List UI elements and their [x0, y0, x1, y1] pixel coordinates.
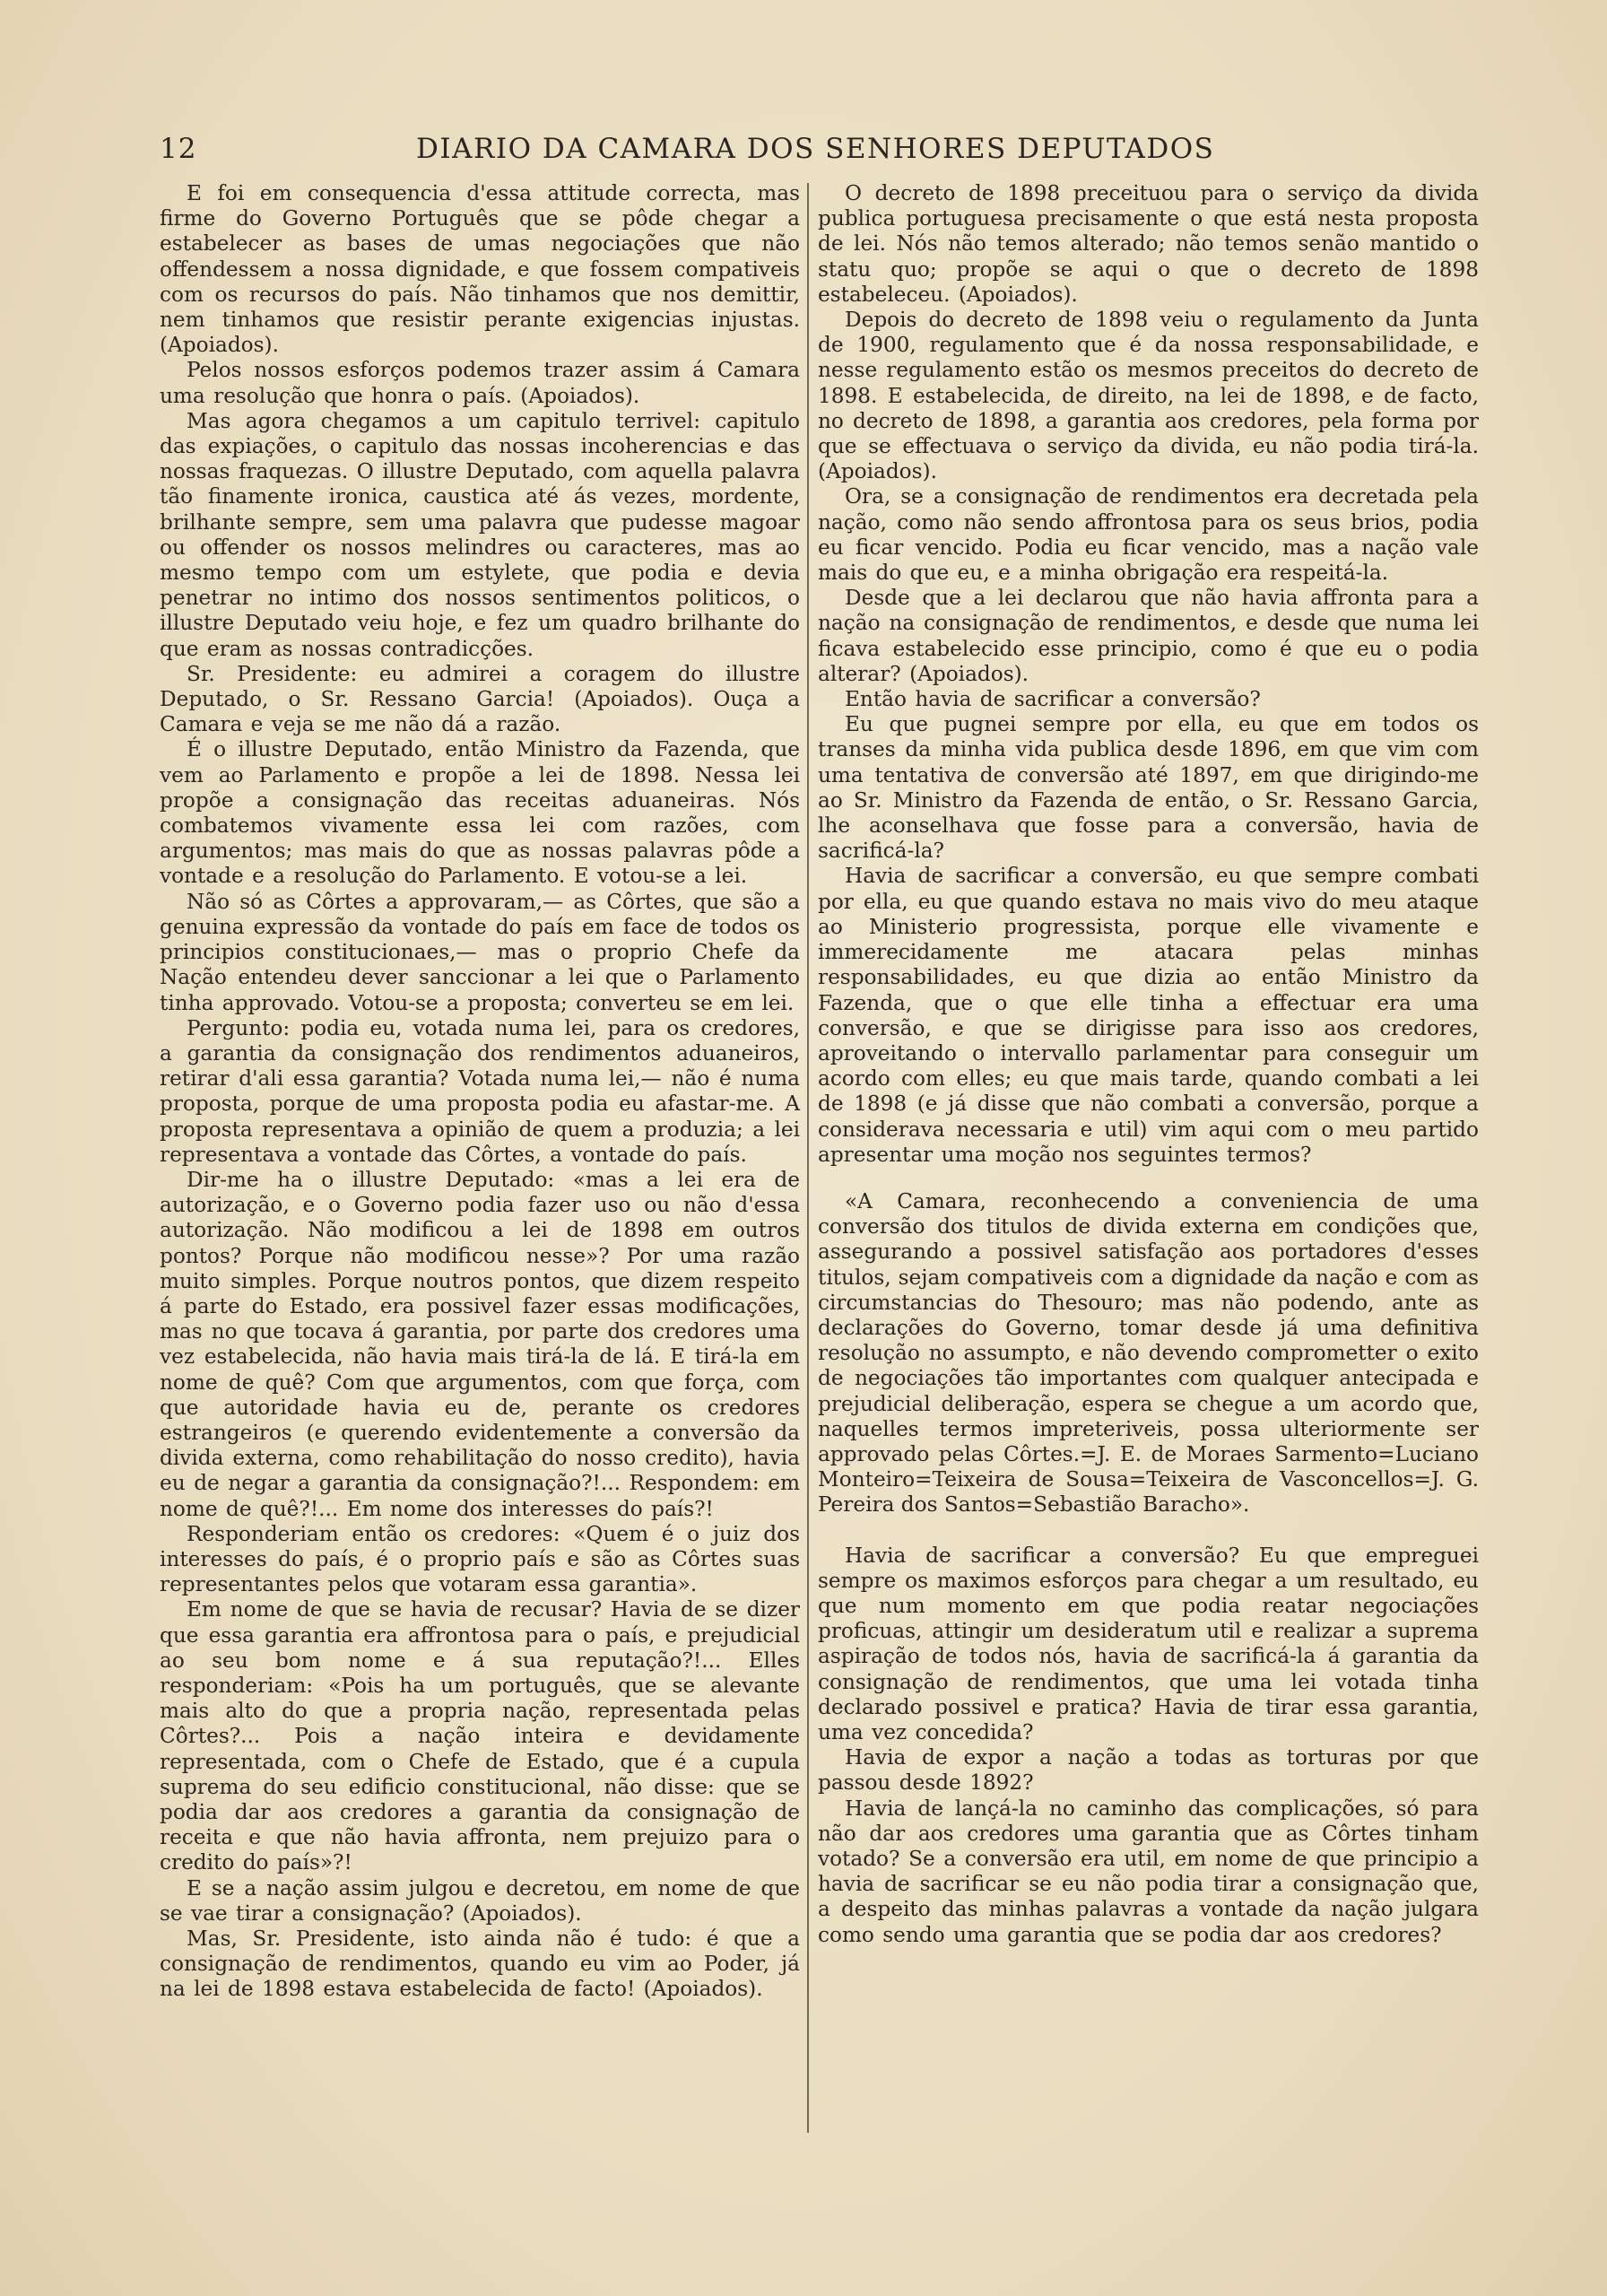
paragraph: Havia de sacrificar a conversão? Eu que empreguei sempre os maximos esforços para chegar a um resultado, eu que num momento em que podia reatar negociações proficuas, attingir um desideratum util e realizar a suprema aspiração de todos nós, havia de sacrificá-la á garantia da consignação de rendimentos, que uma lei votada tinha declarado possivel e pratica? Havia de tirar essa garantia, uma vez concedida?	[818, 1543, 1479, 1744]
paragraph: E foi em consequencia d'essa attitude correcta, mas firme do Governo Português que se pôde chegar a estabelecer as bases de umas negociações que não offendessem a nossa dignidade, e que fossem compativeis com os recursos do país. Não tinhamos que nos demittir, nem tinhamos que resistir perante exigencias injustas. (Apoiados).	[160, 181, 800, 358]
paragraph: Não só as Côrtes a approvaram,— as Côrtes, que são a genuina expressão da vontade do país em face de todos os principios constitucionaes,— mas o proprio Chefe da Nação entendeu dever sanccionar a lei que o Parlamento tinha approvado. Votou-se a proposta; converteu se em lei.	[160, 889, 800, 1015]
paragraph: Depois do decreto de 1898 veiu o regulamento da Junta de 1900, regulamento que é da nossa responsabilidade, e nesse regulamento estão os mesmos preceitos do decreto de 1898. E estabelecida, de direito, na lei de 1898, e de facto, no decreto de 1898, a garantia aos credores, pela forma por que se effectuava o serviço da divida, eu não podia tirá-la. (Apoiados).	[818, 308, 1479, 484]
page-header	[160, 133, 1215, 176]
page-number: 12	[160, 133, 197, 165]
paragraph: Desde que a lei declarou que não havia affronta para a nação na consignação de rendimentos, e desde que numa lei ficava estabelecido esse principio, como é que eu o podia alterar? (Apoiados).	[818, 586, 1479, 686]
left-column	[160, 181, 800, 2003]
paragraph: O decreto de 1898 preceituou para o serviço da divida publica portuguesa precisamente o que está nesta proposta de lei. Nós não temos alterado; não temos senão mantido o statu quo; propõe se aqui o que o decreto de 1898 estabeleceu. (Apoiados).	[818, 181, 1479, 307]
paragraph: Então havia de sacrificar a conversão?	[845, 687, 1261, 712]
paragraph: Mas, Sr. Presidente, isto ainda não é tudo: é que a consignação de rendimentos, quando eu vim ao Poder, já na lei de 1898 estava estabelecida de facto! (Apoiados).	[160, 1926, 800, 2002]
paragraph: Mas agora chegamos a um capitulo terrivel: capitulo das expiações, o capitulo das nossas incoherencias e das nossas fraquezas. O illustre Deputado, com aquella palavra tão finamente ironica, caustica até ás vezes, mordente, brilhante sempre, sem uma palavra que pudesse magoar ou offender os nossos melindres ou caracteres, mas ao mesmo tempo com um estylete, que podia e devia penetrar no intimo dos nossos sentimentos politicos, o illustre Deputado veiu hoje, e fez um quadro brilhante do que eram as nossas contradicções.	[160, 408, 800, 661]
paragraph: Responderiam então os credores: «Quem é o juiz dos interesses do país, é o proprio país e são as Côrtes suas representantes pelos que votaram essa garantia».	[160, 1521, 800, 1597]
paragraph: Pelos nossos esforços podemos trazer assim á Camara uma resolução que honra o país. (Apoiados).	[160, 358, 800, 408]
paragraph: Em nome de que se havia de recusar? Havia de se dizer que essa garantia era affrontosa para o país, e prejudicial ao seu bom nome e á sua reputação?!... Elles responderiam: «Pois ha um português, que se alevante mais alto do que a propria nação, representada pelas Côrtes?... Pois a nação inteira e devidamente representada, com o Chefe de Estado, que é a cupula suprema do seu edificio constitucional, não disse: que se podia dar aos credores a garantia da consignação de receita e que não havia affronta, nem prejuizo para o credito do país»?!	[160, 1597, 800, 1875]
paragraph: Havia de sacrificar a conversão, eu que sempre combati por ella, eu que quando estava no mais vivo do meu ataque ao Ministerio progressista, porque elle vivamente e immerecidamente me atacara pelas minhas responsabilidades, eu que dizia ao então Ministro da Fazenda, que o que elle tinha a effectuar era uma conversão, e que se dirigisse para isso aos credores, aproveitando o intervallo parlamentar para conseguir um acordo com elles; eu que mais tarde, quando combati a lei de 1898 (e já disse que não combati a conversão, porque a considerava necessaria e util) vim aqui com o meu partido apresentar uma moção nos seguintes termos?	[818, 864, 1479, 1167]
motion-quote: «A Camara, reconhecendo a conveniencia de uma conversão dos titulos de divida externa em condições que, assegurando a possivel satisfação aos portadores d'esses titulos, sejam compativeis com a dignidade da nação e com as circumstancias do Thesouro; mas não podendo, ante as declarações do Governo, tomar desde já uma definitiva resolução no assumpto, e não devendo comprometter o exito de negociações tão importantes com qualquer antecipada e prejudicial deliberação, espera se chegue a um acordo que, naquelles termos impreteriveis, possa ulteriormente ser approvado pelas Côrtes.=J. E. de Moraes Sarmento=Luciano Monteiro=Teixeira de Sousa=Teixeira de Vasconcellos=J. G. Pereira dos Santos=Sebastião Baracho».	[818, 1188, 1479, 1518]
journal-title: DIARIO DA CAMARA DOS SENHORES DEPUTADOS	[416, 133, 1215, 165]
paragraph: É o illustre Deputado, então Ministro da Fazenda, que vem ao Parlamento e propõe a lei de 1898. Nessa lei propõe a consignação das receitas aduaneiras. Nós combatemos vivamente essa lei com razões, com argumentos; mas mais do que as nossas palavras pôde a vontade e a resolução do Parlamento. E votou-se a lei.	[160, 737, 800, 889]
paragraph: Havia de expor a nação a todas as torturas por que passou desde 1892?	[818, 1745, 1479, 1796]
paragraph: Eu que pugnei sempre por ella, eu que em todos os transes da minha vida publica desde 1896, em que vim com uma tentativa de conversão até 1897, em que dirigindo-me ao Sr. Ministro da Fazenda de então, o Sr. Ressano Garcia, lhe aconselhava que fosse para a conversão, havia de sacrificá-la?	[818, 712, 1479, 864]
paragraph: E se a nação assim julgou e decretou, em nome de que se vae tirar a consignação? (Apoiados).	[160, 1875, 800, 1926]
paragraph: Sr. Presidente: eu admirei a coragem do illustre Deputado, o Sr. Ressano Garcia! (Apoiados). Ouça a Camara e veja se me não dá a razão.	[160, 661, 800, 737]
paragraph: Ora, se a consignação de rendimentos era decretada pela nação, como não sendo affrontosa para os seus brios, podia eu ficar vencido. Podia eu ficar vencido, mas a nação vale mais do que eu, e a minha obrigação era respeitá-la.	[818, 484, 1479, 586]
right-column	[818, 181, 1479, 1948]
paragraph: Havia de lançá-la no caminho das complicações, só para não dar aos credores uma garantia que as Côrtes tinham votado? Se a conversão era util, em nome de que principio a havia de sacrificar se eu não podia tirar a consignação que, a despeito das minhas palavras a vontade da nação julgara como sendo uma garantia que se podia dar aos credores?	[818, 1796, 1479, 1947]
paragraph: Pergunto: podia eu, votada numa lei, para os credores, a garantia da consignação dos rendimentos aduaneiros, retirar d'ali essa garantia? Votada numa lei,— não é numa proposta, porque de uma proposta podia eu afastar-me. A proposta representava a opinião de quem a produzia; a lei representava a vontade das Côrtes, a vontade do país.	[160, 1015, 800, 1167]
column-divider	[807, 183, 809, 2133]
paragraph: Dir-me ha o illustre Deputado: «mas a lei era de autorização, e o Governo podia fazer uso ou não d'essa autorização. Não modificou a lei de 1898 em outros pontos? Porque não modificou nesse»? Por uma razão muito simples. Porque noutros pontos, que dizem respeito á parte do Estado, era possivel fazer essas modificações, mas no que tocava á garantia, por parte dos credores uma vez estabelecida, não havia mais tirá-la de lá. E tirá-la em nome de quê? Com que argumentos, com que força, com que autoridade havia eu de, perante os credores estrangeiros (e querendo evidentemente a conversão da divida externa, como rehabilitação do nosso credito), havia eu de negar a garantia da consignação?!... Respondem: em nome de quê?!... Em nome dos interesses do país?!	[160, 1167, 800, 1521]
